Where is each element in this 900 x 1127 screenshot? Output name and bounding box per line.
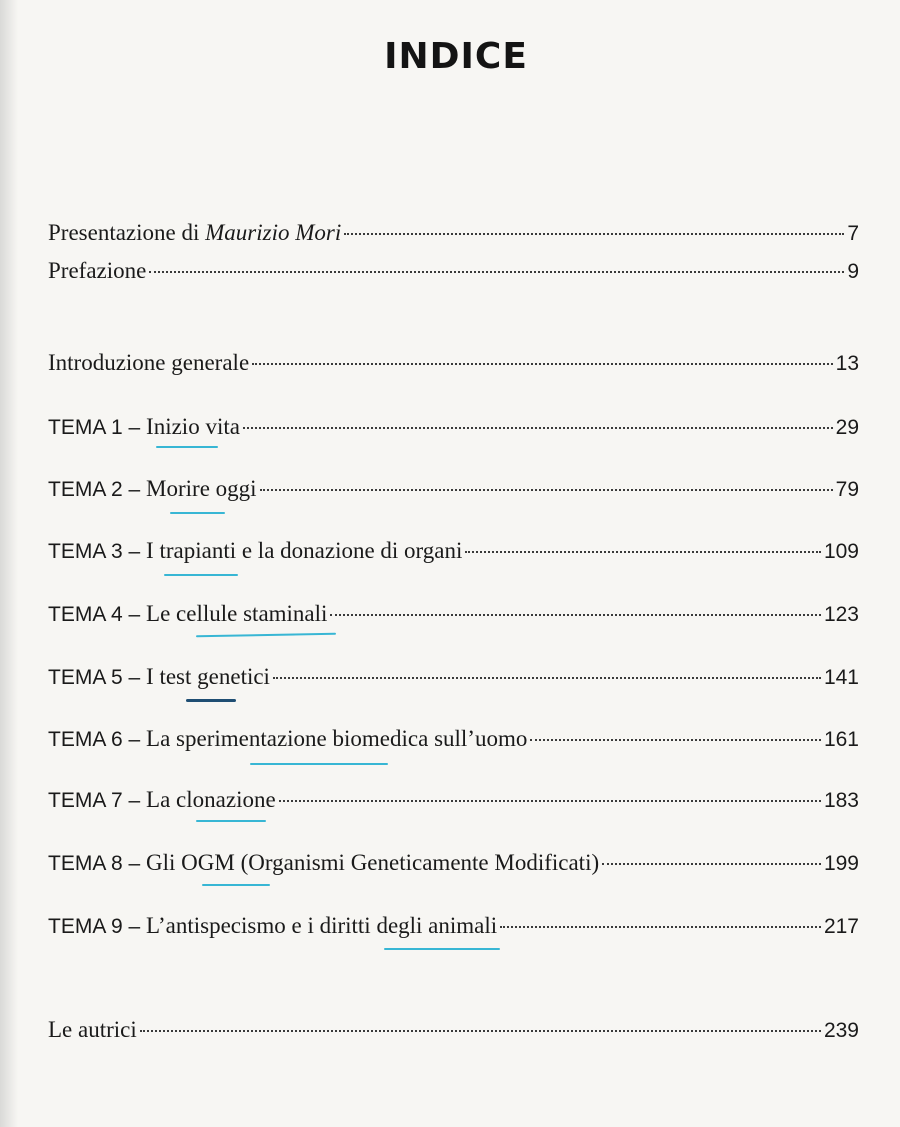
page-edge-shadow <box>0 0 18 1127</box>
ink-underline <box>170 512 225 514</box>
toc-page-number: 123 <box>823 603 859 626</box>
toc-entry-label: TEMA 7 – La clonazione <box>48 787 276 812</box>
toc-page-number: 9 <box>847 260 859 283</box>
toc-entry-tema-5[interactable] <box>48 664 859 698</box>
toc-page-number: 161 <box>823 728 859 751</box>
toc-page-number: 79 <box>835 478 859 501</box>
ink-underline <box>384 948 500 950</box>
toc-entry-presentazione[interactable] <box>48 220 859 254</box>
toc-leader-dots <box>260 489 833 491</box>
toc-entry-label: TEMA 6 – La sperimentazione biomedica sull’uomo <box>48 726 528 751</box>
toc-entry-label: TEMA 3 – I trapianti e la donazione di organi <box>48 538 463 563</box>
toc-entry-label: TEMA 4 – Le cellule staminali <box>48 601 328 626</box>
page-title: INDICE <box>384 36 528 77</box>
toc-leader-dots <box>273 677 821 679</box>
toc-leader-dots <box>344 233 844 235</box>
toc-entry-tema-8[interactable] <box>48 850 859 884</box>
ink-underline <box>196 820 266 822</box>
toc-entry-tema-2[interactable] <box>48 476 859 510</box>
toc-page-number: 141 <box>823 666 859 689</box>
toc-entry-label: TEMA 8 – Gli OGM (Organismi Geneticamente Modificati) <box>48 850 600 875</box>
toc-page-number: 217 <box>823 915 859 938</box>
toc-entry-label: TEMA 5 – I test genetici <box>48 664 270 689</box>
toc-leader-dots <box>149 271 844 273</box>
toc-leader-dots <box>252 363 832 365</box>
ink-underline <box>250 763 388 765</box>
toc-leader-dots <box>500 926 821 928</box>
toc-page-number: 239 <box>823 1019 859 1042</box>
toc-entry-label: TEMA 2 – Morire oggi <box>48 476 257 501</box>
toc-entry-label: Le autrici <box>48 1017 137 1042</box>
toc-leader-dots <box>140 1030 821 1032</box>
toc-leader-dots <box>243 427 833 429</box>
toc-page-number: 29 <box>835 416 859 439</box>
ink-underline <box>164 574 238 576</box>
toc-entry-tema-6[interactable] <box>48 726 859 760</box>
toc-entry-label: Presentazione di Maurizio Mori <box>48 220 342 245</box>
toc-entry-tema-4[interactable] <box>48 601 859 635</box>
toc-entry-label: Prefazione <box>48 258 147 283</box>
toc-leader-dots <box>330 614 821 616</box>
toc-entry-introduzione[interactable] <box>48 350 859 384</box>
toc-entry-label: TEMA 9 – L’antispecismo e i diritti degli animali <box>48 913 498 938</box>
toc-page-number: 199 <box>823 852 859 875</box>
toc-entry-tema-9[interactable] <box>48 913 859 947</box>
ink-underline <box>156 446 218 448</box>
toc-page-number: 183 <box>823 789 859 812</box>
toc-leader-dots <box>602 863 821 865</box>
toc-entry-tema-1[interactable] <box>48 414 859 448</box>
toc-page-number: 109 <box>823 540 859 563</box>
ink-underline <box>186 699 236 702</box>
toc-leader-dots <box>530 739 821 741</box>
toc-leader-dots <box>279 800 821 802</box>
toc-entry-label: Introduzione generale <box>48 350 250 375</box>
toc-entry-tema-3[interactable] <box>48 538 859 572</box>
toc-entry-prefazione[interactable] <box>48 258 859 292</box>
toc-leader-dots <box>465 551 821 553</box>
toc-entry-tema-7[interactable] <box>48 787 859 821</box>
toc-entry-label: TEMA 1 – Inizio vita <box>48 414 240 439</box>
toc-page-number: 7 <box>847 222 859 245</box>
ink-underline <box>202 884 270 886</box>
toc-entry-le-autrici[interactable] <box>48 1017 859 1051</box>
toc-page-number: 13 <box>835 352 859 375</box>
